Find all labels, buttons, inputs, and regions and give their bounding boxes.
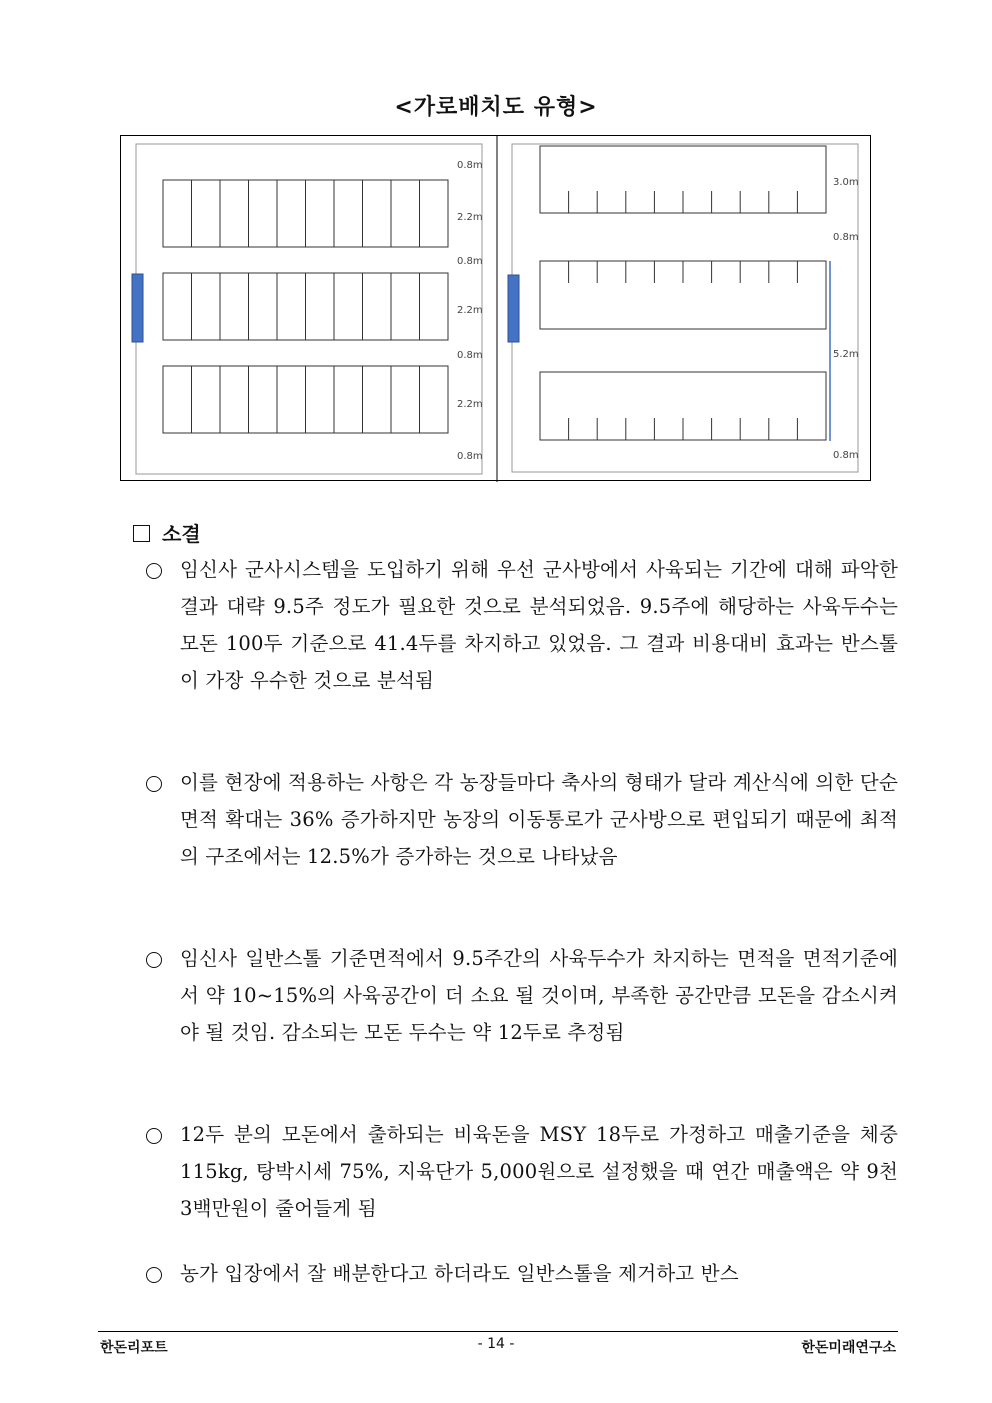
checkbox-square-icon <box>133 525 150 542</box>
stall-row <box>163 273 448 340</box>
bullet-text: 농가 입장에서 잘 배분한다고 하더라도 일반스톨을 제거하고 반스 <box>180 1262 739 1285</box>
right-door <box>508 275 519 342</box>
footer-right-title: 한돈미래연구소 <box>801 1340 896 1356</box>
bullet-item <box>146 940 898 1051</box>
bullet-text: 12두 분의 모돈에서 출하되는 비육돈을 MSY 18두로 가정하고 매출기준을 체중 115kg, 탕박시세 75%, 지육단가 5,000원으로 설정했을 때 연간 매출액은 약 9천3백만원이 줄어들게 됨 <box>180 1123 898 1220</box>
left-door <box>132 274 143 342</box>
stall-row <box>163 366 448 433</box>
right-dim-2: 0.8m <box>833 232 859 243</box>
left-dim-7: 0.8m <box>457 451 483 462</box>
pen-row <box>540 372 826 440</box>
left-dim-4: 2.2m <box>457 305 483 316</box>
bullet-text: 이를 현장에 적용하는 사항은 각 농장들마다 축사의 형태가 달라 계산식에 의한 단순 면적 확대는 36% 증가하지만 농장의 이동통로가 군사방으로 편입되기 때문에 최적의 구조에서는 12.5%가 증가하는 것으로 나타났음 <box>180 771 898 868</box>
footer-left-title: 한돈리포트 <box>100 1340 168 1356</box>
figure-title: <가로배치도 유형> <box>394 95 598 120</box>
right-panel <box>508 144 859 472</box>
right-dim-4: 0.8m <box>833 450 859 461</box>
section-heading-text: 소결 <box>162 522 201 546</box>
left-panel <box>132 144 483 474</box>
right-pen-rows <box>540 146 826 440</box>
bullet-item <box>146 551 898 699</box>
footer-divider <box>98 1331 898 1332</box>
circle-bullet-icon <box>146 952 162 968</box>
page-number: - 14 - <box>477 1336 515 1352</box>
right-barn-outline <box>512 144 858 472</box>
circle-bullet-icon <box>146 563 162 579</box>
left-barn-outline <box>136 144 482 474</box>
left-dim-2: 2.2m <box>457 212 483 223</box>
bullet-text: 임신사 군사시스템을 도입하기 위해 우선 군사방에서 사육되는 기간에 대해 파악한 결과 대략 9.5주 정도가 필요한 것으로 분석되었음. 9.5주에 해당하는 사육두수는 모돈 100두 기준으로 41.4두를 차지하고 있었음. 그 결과 비용대비 효과는 반스톨이 가장 우수한 것으로 분석됨 <box>180 558 898 692</box>
left-stall-rows <box>163 180 448 433</box>
left-dim-5: 0.8m <box>457 350 483 361</box>
bullet-item <box>146 1116 898 1227</box>
section-heading <box>133 518 201 547</box>
right-dim-3: 5.2m <box>833 349 859 360</box>
stall-row <box>163 180 448 247</box>
left-dim-6: 2.2m <box>457 399 483 410</box>
circle-bullet-icon <box>146 1267 162 1283</box>
bullet-text: 임신사 일반스톨 기준면적에서 9.5주간의 사육두수가 차지하는 면적을 면적기준에서 약 10~15%의 사육공간이 더 소요 될 것이며, 부족한 공간만큼 모돈을 감소시켜야 될 것임. 감소되는 모돈 두수는 약 12두로 추정됨 <box>180 947 898 1044</box>
left-dim-3: 0.8m <box>457 256 483 267</box>
left-dim-1: 0.8m <box>457 160 483 171</box>
layout-figure <box>120 135 871 481</box>
pen-row <box>540 146 826 213</box>
layout-diagram <box>121 136 872 482</box>
pen-row <box>540 261 826 329</box>
bullet-item <box>146 1255 898 1292</box>
bullet-item <box>146 764 898 875</box>
right-dim-1: 3.0m <box>833 177 859 188</box>
circle-bullet-icon <box>146 776 162 792</box>
circle-bullet-icon <box>146 1128 162 1144</box>
